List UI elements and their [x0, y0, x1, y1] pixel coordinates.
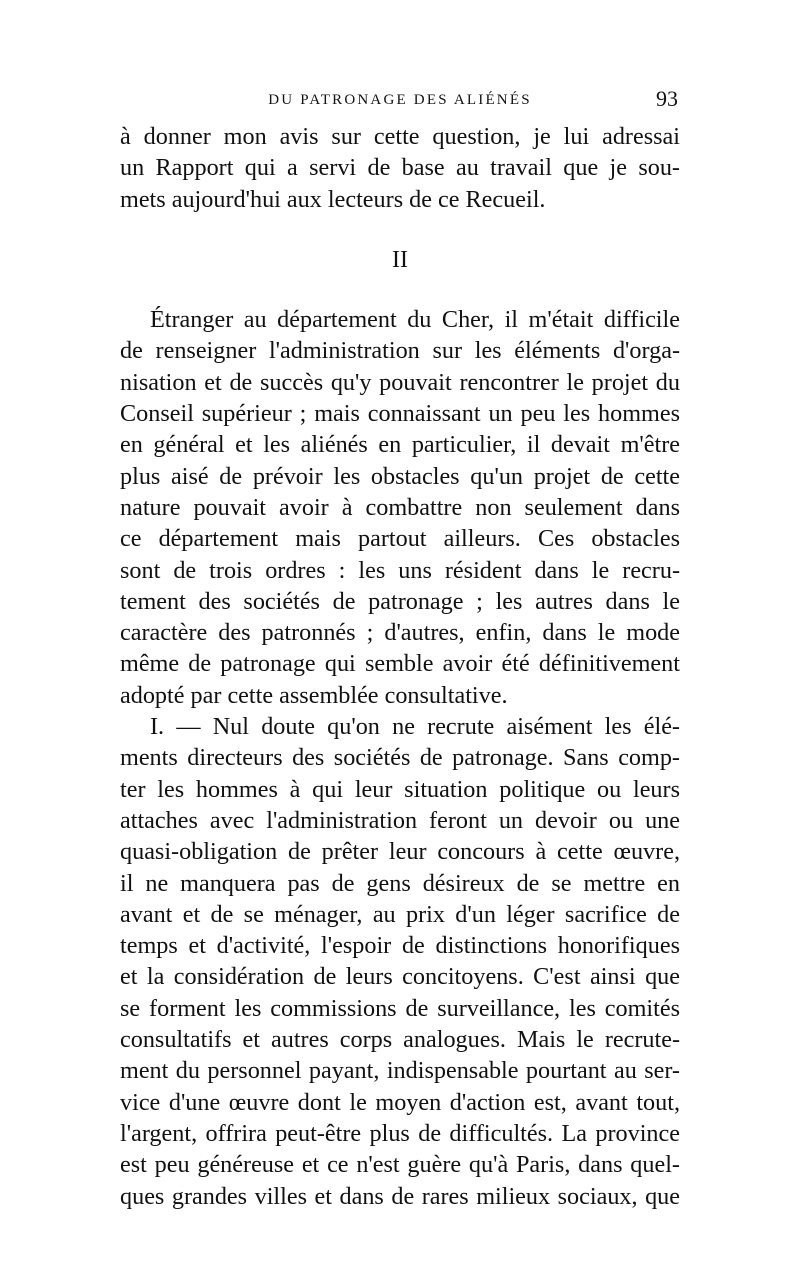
text-line: nature pouvait avoir à combattre non seulement dans — [120, 493, 680, 521]
text-line: Étranger au département du Cher, il m'était difficile — [150, 306, 680, 334]
text-line: quasi-obligation de prêter leur concours à cette œuvre, — [120, 838, 680, 866]
text-line: ce département mais partout ailleurs. Ces obstacles — [120, 525, 680, 553]
text-line: caractère des patronnés ; d'autres, enfin, dans le mode — [120, 619, 680, 647]
text-line: temps et d'activité, l'espoir de distinctions honorifiques — [120, 932, 680, 960]
text-line: mets aujourd'hui aux lecteurs de ce Recueil. — [120, 185, 546, 213]
text-line: adopté par cette assemblée consultative. — [120, 681, 508, 709]
text-line: plus aisé de prévoir les obstacles qu'un projet de cette — [120, 462, 680, 490]
text-line: I. — Nul doute qu'on ne recrute aisément les élé- — [150, 713, 680, 741]
text-line: est peu généreuse et ce n'est guère qu'à Paris, dans quel- — [120, 1151, 680, 1179]
text-line: attaches avec l'administration feront un devoir ou une — [120, 806, 680, 834]
text-line: ments directeurs des sociétés de patronage. Sans comp- — [120, 744, 680, 772]
text-line: un Rapport qui a servi de base au travail que je sou- — [120, 154, 680, 182]
text-line: sont de trois ordres : les uns résident dans le recru- — [120, 556, 680, 584]
section-heading: II — [392, 246, 408, 273]
text-line: ter les hommes à qui leur situation politique ou leurs — [120, 775, 680, 803]
text-line: tement des sociétés de patronage ; les autres dans le — [120, 587, 680, 615]
text-line: nisation et de succès qu'y pouvait rencontrer le projet du — [120, 368, 680, 396]
text-line: avant et de se ménager, au prix d'un léger sacrifice de — [120, 900, 680, 928]
paragraph — [120, 711, 680, 1212]
text-line: vice d'une œuvre dont le moyen d'action est, avant tout, — [120, 1088, 680, 1116]
text-line: Conseil supérieur ; mais connaissant un peu les hommes — [120, 400, 680, 428]
text-line: il ne manquera pas de gens désireux de se mettre en — [120, 869, 680, 897]
text-line: à donner mon avis sur cette question, je lui adressai — [120, 123, 680, 150]
text-line: en général et les aliénés en particulier, il devait m'être — [120, 431, 680, 459]
running-title: DU PATRONAGE DES ALIÉNÉS — [268, 92, 532, 108]
text-line: de renseigner l'administration sur les éléments d'orga- — [120, 337, 680, 365]
text-line: consultatifs et autres corps analogues. Mais le recrute- — [120, 1026, 680, 1054]
running-header — [120, 88, 680, 112]
text-line: se forment les commissions de surveillance, les comités — [120, 994, 680, 1022]
text-line: l'argent, offrira peut-être plus de difficultés. La province — [120, 1119, 680, 1147]
page-number: 93 — [656, 86, 678, 111]
text-line: ment du personnel payant, indispensable pourtant au ser- — [120, 1057, 680, 1085]
text-line: ques grandes villes et dans de rares milieux sociaux, que — [120, 1182, 680, 1210]
text-line: et la considération de leurs concitoyens. C'est ainsi que — [120, 963, 680, 991]
text-line: même de patronage qui semble avoir été définitivement — [120, 650, 680, 678]
paragraph — [120, 304, 680, 711]
body-text — [120, 121, 680, 1212]
